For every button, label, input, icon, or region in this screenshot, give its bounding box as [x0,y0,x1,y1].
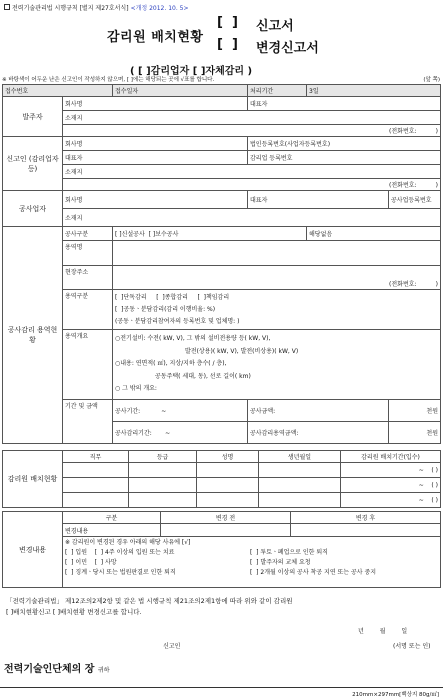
orderer-phone[interactable]: (전화번호: ) [63,125,441,137]
overview-fields[interactable]: ○전기설비: 수전( kW, V), 그 밖의 설비전용량 등( kW, V), 발전(상용)( kW, V), 발전(비상용)( kW, V) ○내용: 연면적( ㎡), 지상/지하 층수( / 층), 공동주택( 세대, 동), 선로 길이( km) ○ 그 밖의 개요: [113,330,441,400]
form-title [0,10,443,77]
contractor-regno[interactable]: 공사업등록번호 [389,191,441,209]
applicant-bizno[interactable]: 법인등록번호(사업자등록번호) [248,137,441,151]
contractor-rep[interactable]: 대표자 [248,191,389,209]
staff-table [2,450,441,508]
change-row-label: 변경내용 [63,524,161,537]
period-label: 기간 및 금액 [63,400,113,444]
contractor-label: 공사업자 [3,191,63,227]
form-note [2,75,440,83]
table-row [3,463,441,478]
change-col-before: 변경 전 [161,512,291,524]
applicant-regno[interactable]: 감리업 등록번호 [248,151,441,165]
title-report: 신고서 [256,19,294,34]
service-label: 공사감리 용역현황 [3,227,63,444]
change-col-after: 변경 후 [291,512,441,524]
process-period-label: 처리기간 [248,85,307,97]
staff-col-birth: 생년월일 [259,451,341,463]
title-bracket-2: [ ] [217,37,238,52]
orderer-rep[interactable]: 대표자 [248,97,441,111]
svc-period[interactable]: 공사감리기간: ~ [113,422,248,444]
svc-kind-options[interactable]: [ ]단독감리 [ ]종합감리 [ ]책임감리 [ ]공동ㆍ분담감리(감리 이행비율: %) (공동ㆍ분담감리참여자의 등록번호 및 업체명: ) [113,290,441,330]
receipt-no: 접수번호 [3,85,113,97]
staff-col-period: 감리원 배치기간(입수) [341,451,441,463]
kind-options[interactable]: [ ]신설공사 [ ]보수공사 [113,227,307,241]
receipt-row [3,85,441,97]
declaration [6,596,438,618]
svc-amt-unit: 천원 [389,422,441,444]
main-form-table [2,84,441,444]
table-row [3,493,441,508]
title-change: 변경신고서 [256,41,319,56]
staff-col-name: 성명 [197,451,259,463]
svc-kind-label: 용역구분 [63,290,113,330]
applicant-addr[interactable]: 소재지 [63,165,441,179]
staff-label: 감리원 배치현황 [3,451,63,508]
applicant-phone[interactable]: (전화번호: ) [63,179,441,191]
orderer-addr[interactable]: 소재지 [63,111,441,125]
svc-name-label: 용역명 [63,241,113,266]
const-amt[interactable]: 공사금액: [248,400,389,422]
applicant-sign-label: 신고인 [163,643,181,650]
const-period[interactable]: 공사기간: ~ [113,400,248,422]
form-ref: 전력기술관리법 시행규칙 [별지 제27호서식] [12,4,129,12]
footer [0,687,443,698]
signature-field[interactable]: (서명 또는 인) [393,643,431,650]
kind-other[interactable]: 해당없음 [307,227,441,241]
revision-date: <개정 2012. 10. 5> [130,4,189,12]
page-side: (앞 쪽) [423,77,440,83]
applicant-label: 신고인 (감리업자등) [3,137,63,191]
overview-label: 용역개요 [63,330,113,400]
paper-spec: 210mm×297mm[백상지 80g/㎡] [352,692,439,698]
process-period: 3일 [307,85,441,97]
contractor-addr[interactable]: 소재지 [63,209,441,227]
site-label: 현장주소 [63,266,113,290]
note-text: ※ 바탕색이 어두운 난은 신고인이 작성하지 않으며, [ ]에는 해당되는 곳에 √표를 합니다. [2,77,215,83]
applicant-rep[interactable]: 대표자 [63,151,248,165]
title-type: ( [ ]감리업자 [ ]자체감리 ) [130,66,253,77]
applicant-company[interactable]: 회사명 [63,137,248,151]
contractor-company[interactable]: 회사명 [63,191,248,209]
staff-period-cell[interactable]: ~ ( ) [341,478,441,493]
declaration-line1: 「전력기술관리법」 제12조의2제2항 및 같은 법 시행규칙 제21조의2제1항에 따라 위와 같이 감리원 [6,597,293,605]
orderer-label: 발주자 [3,97,63,137]
change-table [2,511,441,588]
declaration-line2: [ ]배치현황신고 [ ]배치현황 변경신고를 합니다. [6,608,142,616]
title-bracket-1: [ ] [217,15,238,30]
date-field[interactable]: 년 월 일 [358,628,408,635]
change-col-type: 구분 [63,512,161,524]
staff-col-duty: 직무 [63,451,129,463]
staff-col-grade: 등급 [129,451,197,463]
staff-period-cell[interactable]: ~ ( ) [341,463,441,478]
change-reasons[interactable]: ※ 감리원이 변경된 경우 아래의 해당 사유에 [√] [ ] 입원 [ ] 4주 이상의 입원 또는 치료 [ ] 투토ㆍ폐업으로 인한 퇴직 [ ] 이민 [ ] 사망 [ ] 발주자의 교체 요청 [ ] 징계ㆍ당시 또는 법원판결로 인한 퇴직 [ ] 2개월 이상의 공사 착공 지연 또는 공사 중지 [63,537,441,588]
receipt-date: 접수일자 [113,85,248,97]
staff-period-cell[interactable]: ~ ( ) [341,493,441,508]
site-phone[interactable]: (전화번호: ) [113,266,441,290]
const-amt-unit: 천원 [389,400,441,422]
kind-label: 공사구분 [63,227,113,241]
title-main: 감리원 배치현황 [107,30,204,45]
table-row [3,478,441,493]
change-label: 변경내용 [3,512,63,588]
svc-amt[interactable]: 공사감리용역금액: [248,422,389,444]
orderer-company[interactable]: 회사명 [63,97,248,111]
svc-name-field[interactable] [113,241,441,266]
addressee: 전력기술인단체의 장 귀하 [4,664,110,675]
